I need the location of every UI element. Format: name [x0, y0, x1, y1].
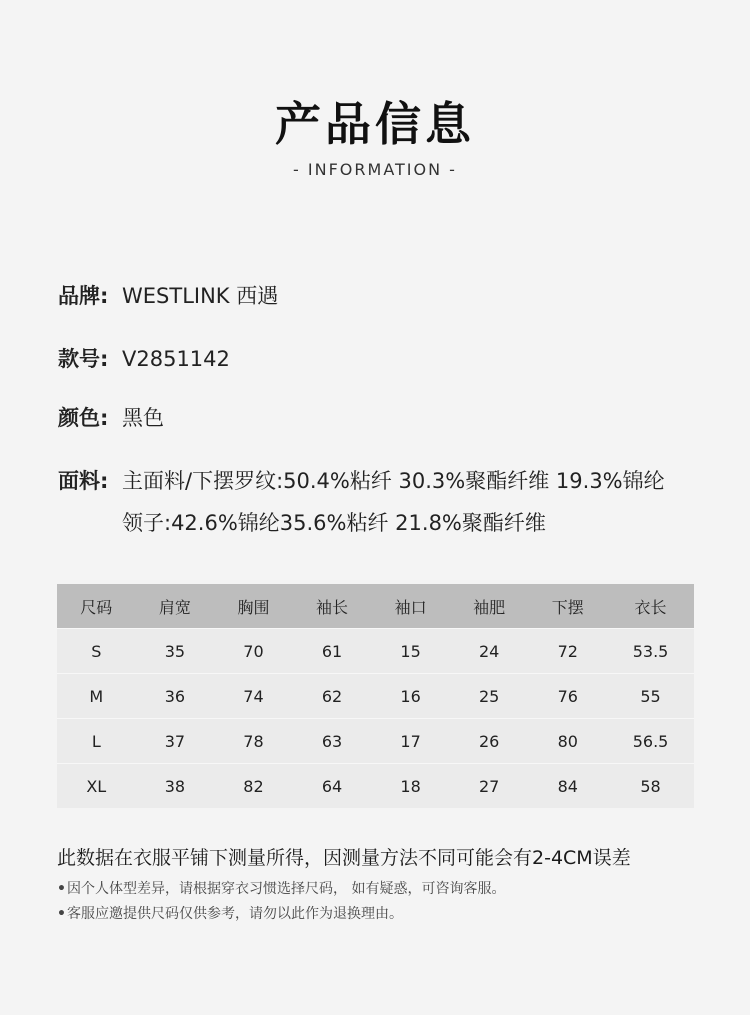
- table-cell: 37: [136, 719, 215, 764]
- fabric-value-line2: 领子:42.6%锦纶35.6%粘纤 21.8%聚酯纤维: [122, 511, 546, 535]
- table-cell: 17: [371, 719, 450, 764]
- bullet-icon: •: [57, 906, 66, 922]
- table-row: [57, 764, 694, 809]
- size-table-header: [57, 584, 694, 629]
- fabric-row: [58, 465, 665, 495]
- header-cell: 下摆: [528, 584, 607, 629]
- table-cell: 35: [136, 629, 215, 674]
- table-cell: S: [57, 629, 136, 674]
- table-cell: L: [57, 719, 136, 764]
- header-cell: 尺码: [57, 584, 136, 629]
- table-cell: 70: [214, 629, 293, 674]
- style-row: [58, 343, 230, 373]
- table-cell: 72: [528, 629, 607, 674]
- header-cell: 袖肥: [450, 584, 529, 629]
- table-cell: 36: [136, 674, 215, 719]
- table-cell: 80: [528, 719, 607, 764]
- size-table: [57, 584, 694, 808]
- table-cell: 38: [136, 764, 215, 809]
- color-label: 颜色:: [58, 406, 109, 430]
- brand-value: WESTLINK 西遇: [122, 284, 279, 308]
- page-title: 产品信息: [275, 97, 475, 151]
- fabric-label: 面料:: [58, 469, 109, 493]
- table-cell: 63: [293, 719, 372, 764]
- bullet-icon: •: [57, 881, 66, 897]
- header-cell: 袖口: [371, 584, 450, 629]
- style-label: 款号:: [58, 347, 109, 371]
- table-cell: M: [57, 674, 136, 719]
- note-item: [57, 878, 505, 898]
- table-cell: 78: [214, 719, 293, 764]
- table-row: [57, 629, 694, 674]
- header-cell: 袖长: [293, 584, 372, 629]
- table-cell: 27: [450, 764, 529, 809]
- note-text: 因个人体型差异，请根据穿衣习惯选择尺码， 如有疑惑，可咨询客服。: [67, 881, 506, 897]
- table-cell: 25: [450, 674, 529, 719]
- table-cell: 82: [214, 764, 293, 809]
- table-cell: 16: [371, 674, 450, 719]
- table-cell: 15: [371, 629, 450, 674]
- table-cell: 53.5: [607, 629, 694, 674]
- fabric-value-line1: 主面料/下摆罗纹:50.4%粘纤 30.3%聚酯纤维 19.3%锦纶: [122, 469, 665, 493]
- table-cell: 74: [214, 674, 293, 719]
- brand-label: 品牌:: [58, 284, 109, 308]
- page-subtitle: - INFORMATION -: [293, 160, 457, 179]
- table-cell: 58: [607, 764, 694, 809]
- header-cell: 衣长: [607, 584, 694, 629]
- color-value: 黑色: [122, 406, 164, 430]
- table-cell: 24: [450, 629, 529, 674]
- header-cell: 胸围: [214, 584, 293, 629]
- header-cell: 肩宽: [136, 584, 215, 629]
- table-cell: 26: [450, 719, 529, 764]
- brand-row: [58, 280, 278, 310]
- note-text: 客服应邀提供尺码仅供参考，请勿以此作为退换理由。: [67, 906, 403, 922]
- table-cell: 64: [293, 764, 372, 809]
- style-value: V2851142: [122, 347, 230, 371]
- table-cell: XL: [57, 764, 136, 809]
- color-row: [58, 402, 164, 432]
- table-row: [57, 674, 694, 719]
- table-cell: 76: [528, 674, 607, 719]
- table-cell: 55: [607, 674, 694, 719]
- table-cell: 62: [293, 674, 372, 719]
- table-cell: 61: [293, 629, 372, 674]
- table-cell: 56.5: [607, 719, 694, 764]
- table-cell: 18: [371, 764, 450, 809]
- table-row: [57, 719, 694, 764]
- measurement-note: 此数据在衣服平铺下测量所得，因测量方法不同可能会有2-4CM误差: [57, 847, 631, 869]
- table-cell: 84: [528, 764, 607, 809]
- note-item: [57, 903, 403, 923]
